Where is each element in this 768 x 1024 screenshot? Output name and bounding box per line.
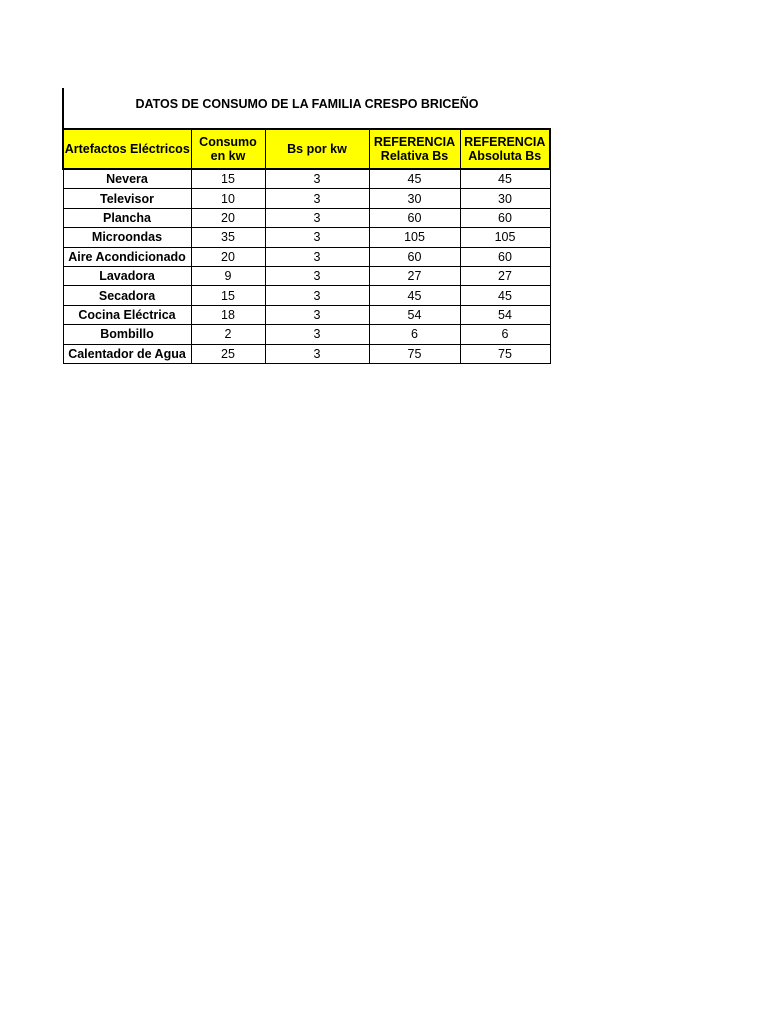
cell-absoluta: 54 [460, 305, 550, 324]
cell-consumo: 15 [191, 286, 265, 305]
cell-relativa: 27 [369, 266, 460, 285]
table-row [63, 325, 550, 344]
cell-relativa: 75 [369, 344, 460, 363]
cell-artefacto: Televisor [63, 189, 191, 208]
cell-consumo: 2 [191, 325, 265, 344]
cell-relativa: 105 [369, 228, 460, 247]
cell-consumo: 25 [191, 344, 265, 363]
cell-absoluta: 45 [460, 169, 550, 189]
cell-relativa: 54 [369, 305, 460, 324]
table-header-row [63, 129, 550, 169]
cell-bs-por-kw: 3 [265, 189, 369, 208]
cell-artefacto: Bombillo [63, 325, 191, 344]
cell-artefacto: Aire Acondicionado [63, 247, 191, 266]
cell-consumo: 35 [191, 228, 265, 247]
document-title: DATOS DE CONSUMO DE LA FAMILIA CRESPO BRICEÑO [135, 97, 479, 111]
table-row [63, 344, 550, 363]
cell-bs-por-kw: 3 [265, 228, 369, 247]
table-row [63, 266, 550, 285]
cell-artefacto: Microondas [63, 228, 191, 247]
consumption-table [62, 128, 551, 364]
table-row [63, 247, 550, 266]
table-row [63, 305, 550, 324]
cell-bs-por-kw: 3 [265, 286, 369, 305]
table-row [63, 189, 550, 208]
cell-absoluta: 60 [460, 208, 550, 227]
cell-consumo: 15 [191, 169, 265, 189]
cell-consumo: 20 [191, 247, 265, 266]
cell-bs-por-kw: 3 [265, 305, 369, 324]
cell-absoluta: 105 [460, 228, 550, 247]
cell-bs-por-kw: 3 [265, 344, 369, 363]
table-row [63, 286, 550, 305]
cell-absoluta: 30 [460, 189, 550, 208]
cell-absoluta: 75 [460, 344, 550, 363]
table-row [63, 208, 550, 227]
cell-relativa: 45 [369, 169, 460, 189]
header-bs-por-kw: Bs por kw [265, 129, 369, 169]
cell-artefacto: Plancha [63, 208, 191, 227]
cell-artefacto: Lavadora [63, 266, 191, 285]
header-consumo: Consumo en kw [191, 129, 265, 169]
table-row [63, 228, 550, 247]
cell-artefacto: Nevera [63, 169, 191, 189]
cell-absoluta: 45 [460, 286, 550, 305]
header-artefactos: Artefactos Eléctricos [63, 129, 191, 169]
cell-relativa: 30 [369, 189, 460, 208]
cell-absoluta: 6 [460, 325, 550, 344]
header-referencia-relativa: REFERENCIA Relativa Bs [369, 129, 460, 169]
cell-bs-por-kw: 3 [265, 266, 369, 285]
cell-relativa: 60 [369, 247, 460, 266]
cell-consumo: 9 [191, 266, 265, 285]
cell-absoluta: 27 [460, 266, 550, 285]
cell-consumo: 10 [191, 189, 265, 208]
cell-consumo: 20 [191, 208, 265, 227]
cell-artefacto: Cocina Eléctrica [63, 305, 191, 324]
cell-relativa: 45 [369, 286, 460, 305]
table-row [63, 169, 550, 189]
cell-absoluta: 60 [460, 247, 550, 266]
cell-artefacto: Secadora [63, 286, 191, 305]
cell-bs-por-kw: 3 [265, 247, 369, 266]
cell-bs-por-kw: 3 [265, 169, 369, 189]
cell-relativa: 6 [369, 325, 460, 344]
cell-bs-por-kw: 3 [265, 325, 369, 344]
header-referencia-absoluta: REFERENCIA Absoluta Bs [460, 129, 550, 169]
cell-relativa: 60 [369, 208, 460, 227]
cell-consumo: 18 [191, 305, 265, 324]
cell-bs-por-kw: 3 [265, 208, 369, 227]
cell-artefacto: Calentador de Agua [63, 344, 191, 363]
